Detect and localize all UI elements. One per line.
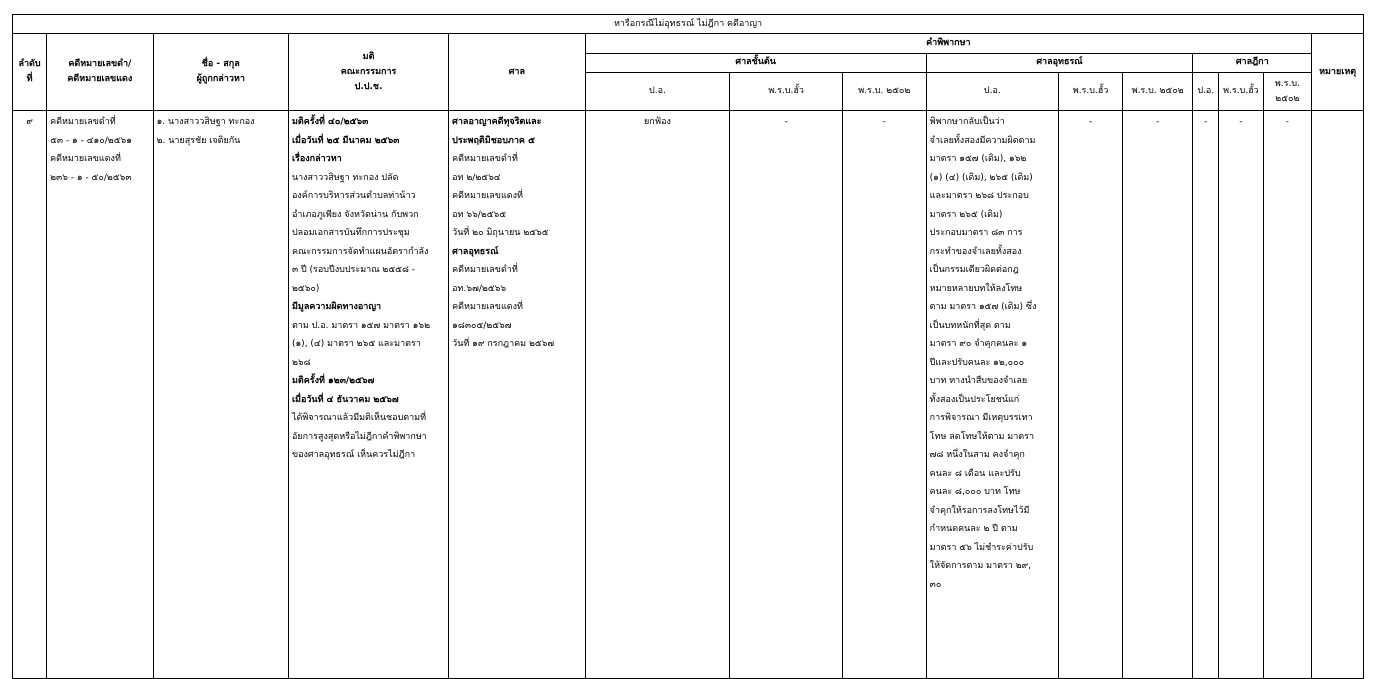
header-name bbox=[153, 34, 288, 111]
appeal-judgment-line: ๓๐ bbox=[929, 579, 942, 590]
court-line: ประพฤติมิชอบภาค ๕ bbox=[452, 135, 535, 146]
header-appeal-pa: ป.อ. bbox=[926, 73, 1058, 111]
appeal-judgment-line: การพิจารณา มีเหตุบรรเทา bbox=[929, 413, 1033, 423]
resolution-line: มีมูลความผิดทางอาญา bbox=[291, 302, 382, 312]
resolution-line: ของศาลอุทธรณ์ เห็นควรไม่ฎีกา bbox=[291, 450, 416, 460]
court-line: ๑๘๓๐๕/๒๕๖๗ bbox=[452, 320, 512, 331]
appeal-judgment-line: กำหนดคนละ ๒ ปี ตาม bbox=[929, 524, 1018, 534]
court-line: คดีหมายเลขดำที่ bbox=[452, 265, 518, 275]
resolution-line: ๒๕๖๐) bbox=[291, 283, 320, 294]
appeal-judgment-line: เป็นบทหนักที่สุด ตาม bbox=[929, 320, 1011, 331]
court-line: คดีหมายเลขดำที่ bbox=[452, 154, 518, 164]
cell-first-pa: ยกฟ้อง bbox=[585, 111, 730, 679]
court-line: ศาลอาญาคดีทุจริตและ bbox=[452, 117, 542, 127]
header-case-line2: คดีหมายเลขแดง bbox=[67, 74, 133, 84]
header-res-line3: ป.ป.ช. bbox=[354, 81, 383, 92]
court-line: อท ๒/๒๕๖๔ bbox=[452, 172, 501, 183]
resolution-line: คณะกรรมการจัดทำแผนอัตรากำลัง bbox=[291, 246, 429, 257]
resolution-line: ปลอมเอกสารบันทึกการประชุม bbox=[291, 228, 410, 238]
header-case-number bbox=[47, 34, 153, 111]
resolution-line: อำเภอภูเพียง จังหวัดน่าน กับพวก bbox=[291, 209, 419, 220]
resolution-line: (๑), (๔) มาตรา ๒๖๕ และมาตรา bbox=[291, 339, 421, 349]
appeal-judgment-line: ตาม มาตรา ๑๕๗ (เดิม) ซึ่ง bbox=[929, 302, 1037, 312]
case-number-line: คดีหมายเลขดำที่ bbox=[50, 117, 116, 127]
court-line: วันที่ ๒๐ มิถุนายน ๒๕๖๕ bbox=[452, 228, 549, 238]
resolution-line: อัยการสูงสุดหรือไม่ฎีกาคำพิพากษา bbox=[291, 431, 427, 442]
case-table bbox=[12, 14, 1364, 679]
appeal-judgment-line: คนละ ๘ เดือน และปรับ bbox=[929, 468, 1021, 479]
cell-no: ๙ bbox=[13, 111, 47, 679]
cell-remark bbox=[1312, 111, 1364, 679]
resolution-line: ๓ ปี (รอบปีงบประมาณ ๒๕๕๘ - bbox=[291, 265, 416, 275]
resolution-line: องค์การบริหารส่วนตำบลท่าน้าว bbox=[291, 191, 416, 201]
cell-resolution bbox=[288, 111, 448, 679]
appeal-judgment-line: หมายหลายบทให้ลงโทษ bbox=[929, 283, 1023, 294]
appeal-judgment-line: โทษ ลดโทษให้ตาม มาตรา bbox=[929, 431, 1035, 442]
cell-case-number bbox=[47, 111, 153, 679]
resolution-line: ตาม ป.อ. มาตรา ๑๕๗ มาตรา ๑๖๒ bbox=[291, 320, 431, 331]
header-name-line1: ชื่อ - สกุล bbox=[201, 59, 240, 69]
header-resolution bbox=[288, 34, 448, 111]
court-line: อท ๖๖/๒๕๖๕ bbox=[452, 209, 507, 220]
cell-name bbox=[153, 111, 288, 679]
cell-supreme-prb2502: - bbox=[1263, 111, 1312, 679]
resolution-line: เมื่อวันที่ ๒๕ มีนาคม ๒๕๖๓ bbox=[291, 135, 400, 146]
resolution-line: มติครั้งที่ ๑๒๓/๒๕๖๗ bbox=[291, 376, 375, 386]
resolution-line: ได้พิจารณาแล้วมีมติเห็นชอบตามที่ bbox=[291, 413, 427, 423]
appeal-judgment-line: มาตรา ๙๐ จำคุกคนละ ๑ bbox=[929, 339, 1028, 349]
header-supreme-pa: ป.อ. bbox=[1193, 73, 1219, 111]
header-appeal-prb2502: พ.ร.บ. ๒๕๐๒ bbox=[1123, 73, 1193, 111]
header-res-line1: มติ bbox=[362, 51, 375, 62]
appeal-judgment-line: ให้จัดการตาม มาตรา ๒๙, bbox=[929, 561, 1032, 571]
table-row bbox=[13, 111, 1364, 679]
case-table-wrapper bbox=[12, 14, 1364, 679]
court-line: คดีหมายเลขแดงที่ bbox=[452, 302, 523, 312]
appeal-judgment-line: คนละ ๘,๐๐๐ บาท โทษ bbox=[929, 487, 1021, 497]
header-first-court: ศาลชั้นต้น bbox=[585, 53, 926, 73]
table-title: หารือกรณีไม่อุทธรณ์ ไม่ฎีกา คดีอาญา bbox=[13, 15, 1364, 34]
cell-appeal-pa bbox=[926, 111, 1058, 679]
header-remark: หมายเหตุ bbox=[1312, 34, 1364, 111]
header-judgment: คำพิพากษา bbox=[585, 34, 1312, 54]
appeal-judgment-line: มาตรา ๑๕๗ (เดิม), ๑๖๒ bbox=[929, 154, 1027, 164]
header-first-prb2502: พ.ร.บ. ๒๕๐๒ bbox=[842, 73, 926, 111]
header-first-pa: ป.อ. bbox=[585, 73, 730, 111]
header-appeal-court: ศาลอุทธรณ์ bbox=[926, 53, 1193, 73]
appeal-judgment-line: และมาตรา ๒๖๘ ประกอบ bbox=[929, 191, 1029, 201]
header-supreme-court: ศาลฎีกา bbox=[1193, 53, 1312, 73]
appeal-judgment-line: จำเลยทั้งสองมีความผิดตาม bbox=[929, 135, 1036, 146]
cell-appeal-prb: - bbox=[1058, 111, 1122, 679]
case-number-line: คดีหมายเลขแดงที่ bbox=[50, 154, 121, 164]
appeal-judgment-line: พิพากษากลับเป็นว่า bbox=[929, 117, 1005, 127]
appeal-judgment-line: (๑) (๔) (เดิม), ๒๖๕ (เดิม) bbox=[929, 172, 1033, 183]
header-appeal-prb: พ.ร.บ.ฮั้ว bbox=[1058, 73, 1122, 111]
resolution-line: เมื่อวันที่ ๔ ธันวาคม ๒๕๖๗ bbox=[291, 394, 399, 405]
header-no-line1: ลำดับ bbox=[18, 59, 41, 69]
accused-name-line: ๑. นางสาววสิษฐา ทะกอง bbox=[156, 117, 255, 127]
court-line: อท.๖๗/๒๕๖๖ bbox=[452, 283, 507, 294]
cell-supreme-prb: - bbox=[1219, 111, 1263, 679]
appeal-judgment-line: ประกอบมาตรา ๘๓ การ bbox=[929, 228, 1023, 238]
court-line: ศาลอุทธรณ์ bbox=[452, 246, 499, 257]
accused-name-line: ๒. นายสุรชัย เจติยกัน bbox=[156, 135, 241, 146]
resolution-line: เรื่องกล่าวหา bbox=[291, 154, 342, 164]
header-court: ศาล bbox=[449, 34, 585, 111]
header-no bbox=[13, 34, 47, 111]
header-first-prb: พ.ร.บ.ฮั้ว bbox=[730, 73, 843, 111]
header-supreme-prb2502 bbox=[1263, 73, 1312, 111]
resolution-line: นางสาววสิษฐา ทะกอง ปลัด bbox=[291, 172, 399, 183]
resolution-line: มติครั้งที่ ๔๐/๒๕๖๓ bbox=[291, 117, 369, 127]
case-number-line: ๒๓๖ - ๑ - ๕๐/๒๕๖๓ bbox=[50, 172, 132, 183]
appeal-judgment-line: ปีและปรับคนละ ๑๒,๐๐๐ bbox=[929, 357, 1025, 368]
header-name-line2: ผู้ถูกกล่าวหา bbox=[196, 74, 245, 84]
resolution-line: ๒๖๘ bbox=[291, 357, 311, 368]
case-number-line: ๕๓ - ๑ - ๔๑๐/๒๕๖๑ bbox=[50, 135, 132, 146]
appeal-judgment-line: ทั้งสองเป็นประโยชน์แก่ bbox=[929, 394, 1020, 405]
appeal-judgment-line: มาตรา ๒๖๕ (เดิม) bbox=[929, 209, 1003, 220]
appeal-judgment-line: ๗๘ หนึ่งในสาม คงจำคุก bbox=[929, 450, 1025, 460]
header-no-line2: ที่ bbox=[26, 74, 33, 84]
cell-first-prb: - bbox=[730, 111, 843, 679]
cell-first-prb2502: - bbox=[842, 111, 926, 679]
header-res-line2: คณะกรรมการ bbox=[340, 66, 397, 77]
header-supreme-prb: พ.ร.บ.ฮั้ว bbox=[1219, 73, 1263, 111]
header-case-line1: คดีหมายเลขดำ/ bbox=[68, 59, 132, 69]
cell-appeal-prb2502: - bbox=[1123, 111, 1193, 679]
appeal-judgment-line: เป็นกรรมเดียวผิดต่อกฎ bbox=[929, 265, 1019, 275]
appeal-judgment-line: มาตรา ๕๖ ไม่ชำระค่าปรับ bbox=[929, 542, 1034, 553]
appeal-judgment-line: บาท ทางนำสืบของจำเลย bbox=[929, 376, 1028, 386]
header-supreme-prb2502-line1: พ.ร.บ. bbox=[1274, 78, 1300, 89]
court-line: คดีหมายเลขแดงที่ bbox=[452, 191, 523, 201]
cell-court bbox=[449, 111, 585, 679]
cell-supreme-pa: - bbox=[1193, 111, 1219, 679]
header-supreme-prb2502-line2: ๒๕๐๒ bbox=[1275, 93, 1300, 104]
court-line: วันที่ ๑๙ กรกฎาคม ๒๕๖๗ bbox=[452, 339, 555, 349]
appeal-judgment-line: กระทำของจำเลยทั้งสอง bbox=[929, 246, 1022, 257]
appeal-judgment-line: จำคุกให้รอการลงโทษไว้มี bbox=[929, 505, 1030, 516]
